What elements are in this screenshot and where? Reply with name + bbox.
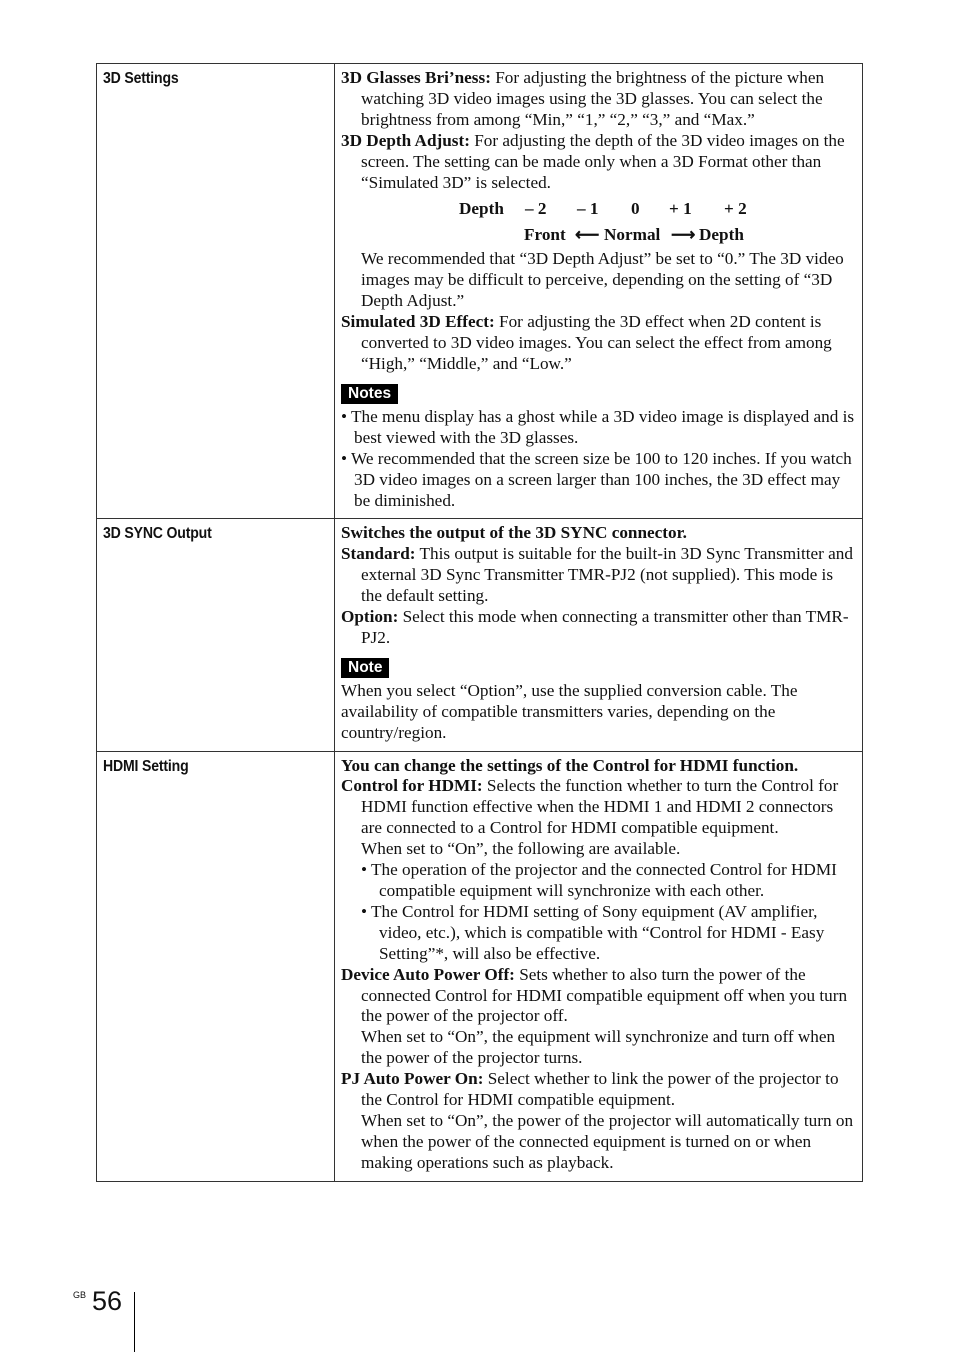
item-term: Standard:	[341, 544, 416, 564]
setting-item	[341, 607, 858, 649]
row-heading: Switches the output of the 3D SYNC connector.	[341, 523, 687, 543]
depth-value: + 1	[669, 199, 692, 219]
depth-value: + 2	[724, 199, 747, 219]
region-code: GB	[73, 1290, 87, 1300]
depth-normal-label: Normal	[604, 225, 661, 245]
item-text: Selects the function whether to turn the Control for HDMI function effective when the HDMI 1 and HDMI 2 connectors are connected to a Control for HDMI compatible equipment.	[361, 776, 839, 838]
note-badge: Note	[341, 658, 389, 678]
row-description-cell	[335, 519, 863, 751]
note-bullet: • We recommended that the screen size be 100 to 120 inches. If you watch 3D video images on a screen larger than 100 inches, the 3D effect may be diminished.	[341, 448, 852, 510]
setting-item	[341, 68, 858, 131]
row-label-cell	[97, 751, 335, 1181]
item-term: Simulated 3D Effect:	[341, 312, 495, 332]
item-text: Select this mode when connecting a transmitter other than TMR-PJ2.	[361, 607, 849, 647]
item-detail: When set to “On”, the power of the projector will automatically turn on when the power of the connected equipment is turned on or when making operations such as playback.	[361, 1110, 854, 1172]
item-term: PJ Auto Power On:	[341, 1069, 484, 1089]
page-number: 56	[92, 1286, 123, 1316]
item-text: For adjusting the brightness of the picture when watching 3D video images using the 3D glasses. You can select the brightness from among “Min,” “1,” “2,” “3,” and “Max.”	[361, 68, 825, 129]
note-text: When you select “Option”, use the supplied conversion cable. The availability of compatible transmitters varies, depending on the country/region.	[341, 680, 798, 742]
item-text: This output is suitable for the built-in 3D Sync Transmitter and external 3D Sync Transmitter TMR-PJ2 (not supplied). This mode is the default setting.	[361, 544, 853, 606]
setting-item	[341, 131, 858, 194]
notes-badge: Notes	[341, 384, 398, 404]
table-row	[97, 519, 863, 751]
depth-scale-label: Depth	[459, 199, 504, 219]
depth-value: 0	[631, 199, 640, 219]
item-term: Device Auto Power Off:	[341, 964, 515, 984]
item-detail: When set to “On”, the equipment will synchronize and turn off when the power of the projector turns.	[361, 1027, 836, 1068]
depth-front-label: Front	[524, 225, 566, 245]
row-label-cell	[97, 64, 335, 519]
row-label-cell	[97, 519, 335, 751]
item-text: Sets whether to also turn the power of the connected Control for HDMI compatible equipment off when you turn the power of the projector off.	[361, 964, 848, 1026]
row-description-cell	[335, 64, 863, 519]
setting-item	[341, 312, 858, 375]
depth-value: – 1	[577, 199, 599, 219]
row-label: 3D SYNC Output	[103, 525, 212, 543]
setting-item	[341, 965, 858, 1028]
row-label: HDMI Setting	[103, 757, 189, 775]
depth-end-label: Depth	[699, 225, 744, 245]
setting-item	[341, 544, 858, 607]
item-detail: When set to “On”, the following are available.	[361, 839, 681, 859]
row-heading: You can change the settings of the Control for HDMI function.	[341, 755, 799, 775]
item-text: For adjusting the 3D effect when 2D content is converted to 3D video images. You can select the effect from among “High,” “Middle,” and “Low.”	[361, 312, 832, 373]
depth-scale	[341, 193, 858, 249]
item-text: Select whether to link the power of the projector to the Control for HDMI compatible equipment.	[361, 1069, 839, 1110]
item-term: 3D Depth Adjust:	[341, 130, 470, 150]
setting-item	[341, 1069, 858, 1111]
table-row	[97, 751, 863, 1181]
row-label: 3D Settings	[103, 70, 179, 87]
note-bullet: • The menu display has a ghost while a 3D video image is displayed and is best viewed with the 3D glasses.	[341, 406, 855, 447]
arrow-left-icon: ⟵	[575, 225, 600, 245]
sub-bullet: • The Control for HDMI setting of Sony equipment (AV amplifier, video, etc.), which is compatible with “Control for HDMI - Easy Setting”*, will also be effective.	[361, 901, 825, 963]
row-description-cell	[335, 751, 863, 1181]
item-term: 3D Glasses Bri’ness:	[341, 68, 491, 87]
footer-divider	[134, 1292, 135, 1352]
depth-note: We recommended that “3D Depth Adjust” be set to “0.” The 3D video images may be difficult to perceive, depending on the setting of “3D Depth Adjust.”	[361, 249, 844, 311]
item-term: Control for HDMI:	[341, 776, 483, 796]
settings-table	[96, 63, 863, 1182]
table-row	[97, 64, 863, 519]
sub-bullet: • The operation of the projector and the connected Control for HDMI compatible equipment will synchronize with each other.	[361, 860, 837, 900]
depth-value: – 2	[525, 199, 547, 219]
arrow-right-icon: ⟶	[671, 225, 696, 245]
item-term: Option:	[341, 607, 399, 627]
setting-item	[341, 776, 858, 839]
item-text: For adjusting the depth of the 3D video images on the screen. The setting can be made only when a 3D Format other than “Simulated 3D” is selected.	[361, 130, 845, 192]
